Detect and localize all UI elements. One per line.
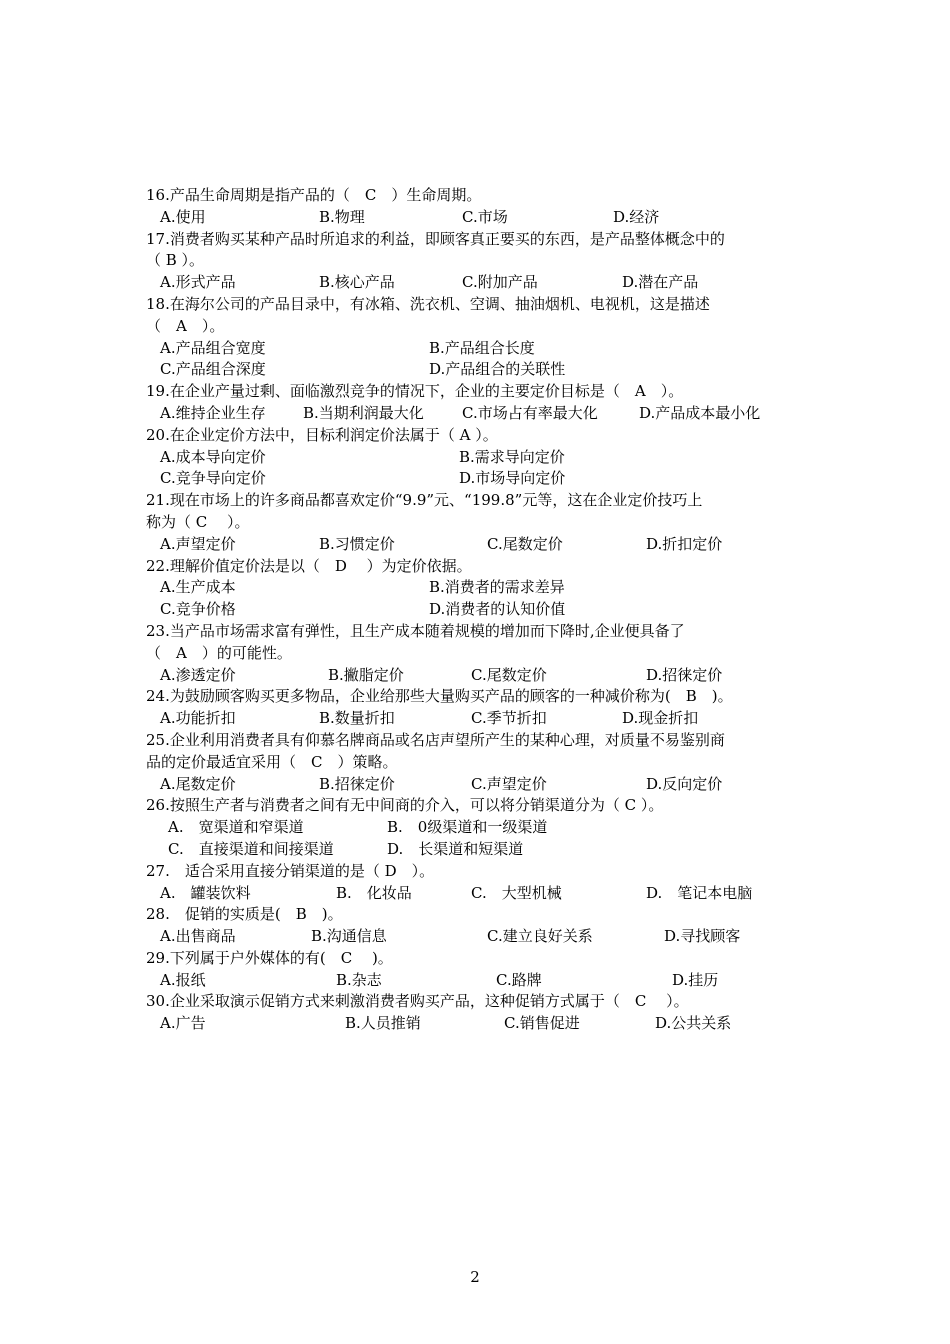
option-text: D.反向定价 xyxy=(646,774,723,793)
question-text: 18.在海尔公司的产品目录中，有冰箱、洗衣机、空调、抽油烟机、电视机，这是描述 xyxy=(146,294,710,313)
option-text: C.市场占有率最大化 xyxy=(462,403,598,422)
option-text: C.声望定价 xyxy=(471,774,547,793)
options-row xyxy=(146,817,806,839)
question-text: （ B ）。 xyxy=(146,251,205,270)
question-text: 26.按照生产者与消费者之间有无中间商的介入，可以将分销渠道分为（ C ）。 xyxy=(146,796,664,815)
options-row xyxy=(146,774,806,796)
question-text: （ A ）的可能性。 xyxy=(146,643,292,662)
option-text: A.出售商品 xyxy=(160,927,236,946)
option-text: B.杂志 xyxy=(336,970,382,989)
question-list xyxy=(146,185,806,1035)
option-text: A.成本导向定价 xyxy=(160,447,266,466)
question-text: 25.企业利用消费者具有仰慕名牌商品或名店声望所产生的某种心理，对质量不易鉴别商 xyxy=(146,730,725,749)
option-text: B.撇脂定价 xyxy=(328,665,404,684)
options-row xyxy=(146,839,806,861)
option-text: B.核心产品 xyxy=(319,273,395,292)
option-text: A.功能折扣 xyxy=(160,709,236,728)
question-text: 称为（ C ）。 xyxy=(146,512,250,531)
option-text: C.尾数定价 xyxy=(471,665,547,684)
question-text: 20.在企业定价方法中，目标利润定价法属于（ A ）。 xyxy=(146,425,498,444)
question-text: 30.企业采取演示促销方式来刺激消费者购买产品，这种促销方式属于（ C ）。 xyxy=(146,992,689,1011)
option-text: D. 笔记本电脑 xyxy=(646,883,753,902)
question-text: （ A ）。 xyxy=(146,316,225,335)
option-text: C.路牌 xyxy=(496,970,542,989)
option-text: A.形式产品 xyxy=(160,273,236,292)
option-text: A.产品组合宽度 xyxy=(160,338,266,357)
option-text: C.附加产品 xyxy=(462,273,538,292)
option-text: C. 大型机械 xyxy=(471,883,562,902)
option-text: D.寻找顾客 xyxy=(664,927,741,946)
option-text: C.产品组合深度 xyxy=(160,360,266,379)
option-text: B.当期利润最大化 xyxy=(303,403,424,422)
option-text: D.现金折扣 xyxy=(622,709,699,728)
options-row xyxy=(146,926,806,948)
option-text: B. 0级渠道和一级渠道 xyxy=(387,818,548,837)
option-text: A.声望定价 xyxy=(160,534,236,553)
option-text: C.竞争导向定价 xyxy=(160,469,266,488)
option-text: B.沟通信息 xyxy=(311,927,387,946)
option-text: A.生产成本 xyxy=(160,578,236,597)
option-text: A.广告 xyxy=(160,1014,206,1033)
question-text: 品的定价最适宜采用（ C ）策略。 xyxy=(146,752,398,771)
option-text: B.数量折扣 xyxy=(319,709,395,728)
option-text: B.消费者的需求差异 xyxy=(429,578,565,597)
option-text: A.尾数定价 xyxy=(160,774,236,793)
option-text: D. 长渠道和短渠道 xyxy=(387,839,524,858)
question-text: 16.产品生命周期是指产品的（ C ）生命周期。 xyxy=(146,186,482,204)
option-text: B.需求导向定价 xyxy=(459,447,565,466)
option-text: B.招徕定价 xyxy=(319,774,395,793)
option-text: C.尾数定价 xyxy=(487,534,563,553)
question-text: 24.为鼓励顾客购买更多物品，企业给那些大量购买产品的顾客的一种减价称为( B )。 xyxy=(146,687,733,706)
options-row xyxy=(146,970,806,992)
option-text: A.使用 xyxy=(160,207,206,226)
option-text: C.建立良好关系 xyxy=(487,927,593,946)
option-text: B.产品组合长度 xyxy=(429,338,535,357)
options-row xyxy=(146,338,806,360)
question-text: 28. 促销的实质是( B )。 xyxy=(146,905,343,924)
option-text: D.潜在产品 xyxy=(622,273,699,292)
option-text: C. 直接渠道和间接渠道 xyxy=(168,839,334,858)
question-text: 22.理解价值定价法是以（ D ）为定价依据。 xyxy=(146,556,472,575)
option-text: A.渗透定价 xyxy=(160,665,236,684)
options-row xyxy=(146,577,806,599)
option-text: A. 宽渠道和窄渠道 xyxy=(168,818,304,837)
options-row xyxy=(146,468,806,490)
options-row xyxy=(146,359,806,381)
options-row xyxy=(146,272,806,294)
options-row xyxy=(146,534,806,556)
option-text: B.物理 xyxy=(319,207,365,226)
option-text: A. 罐装饮料 xyxy=(160,883,251,902)
option-text: D.产品成本最小化 xyxy=(639,403,761,422)
question-text: 17.消费者购买某种产品时所追求的利益，即顾客真正要买的东西，是产品整体概念中的 xyxy=(146,229,725,248)
question-text: 21.现在市场上的许多商品都喜欢定价“9.9”元、“199.8”元等，这在企业定价技巧上 xyxy=(146,491,703,510)
option-text: D.产品组合的关联性 xyxy=(429,360,566,379)
option-text: C.销售促进 xyxy=(504,1014,580,1033)
options-row xyxy=(146,883,806,905)
options-row xyxy=(146,708,806,730)
page-number: 2 xyxy=(470,1268,480,1286)
option-text: D.公共关系 xyxy=(655,1014,732,1033)
question-text: 27. 适合采用直接分销渠道的是（ D ）。 xyxy=(146,861,435,880)
option-text: D.折扣定价 xyxy=(646,534,723,553)
options-row xyxy=(146,447,806,469)
question-text: 29.下列属于户外媒体的有( C )。 xyxy=(146,948,393,967)
option-text: C.季节折扣 xyxy=(471,709,547,728)
options-row xyxy=(146,207,806,229)
question-text: 23.当产品市场需求富有弹性，且生产成本随着规模的增加而下降时,企业便具备了 xyxy=(146,621,685,640)
option-text: B. 化妆品 xyxy=(336,883,412,902)
option-text: A.报纸 xyxy=(160,970,206,989)
option-text: C.竞争价格 xyxy=(160,600,236,619)
option-text: B.习惯定价 xyxy=(319,534,395,553)
option-text: A.维持企业生存 xyxy=(160,403,266,422)
option-text: D.消费者的认知价值 xyxy=(429,600,566,619)
options-row xyxy=(146,665,806,687)
question-text: 19.在企业产量过剩、面临激烈竞争的情况下，企业的主要定价目标是（ A ）。 xyxy=(146,382,684,401)
options-row xyxy=(146,599,806,621)
options-row xyxy=(146,1013,806,1035)
option-text: D.挂历 xyxy=(672,970,719,989)
option-text: D.市场导向定价 xyxy=(459,469,566,488)
option-text: B.人员推销 xyxy=(345,1014,421,1033)
options-row xyxy=(146,403,806,425)
option-text: D.招徕定价 xyxy=(646,665,723,684)
option-text: C.市场 xyxy=(462,207,508,226)
option-text: D.经济 xyxy=(613,207,660,226)
